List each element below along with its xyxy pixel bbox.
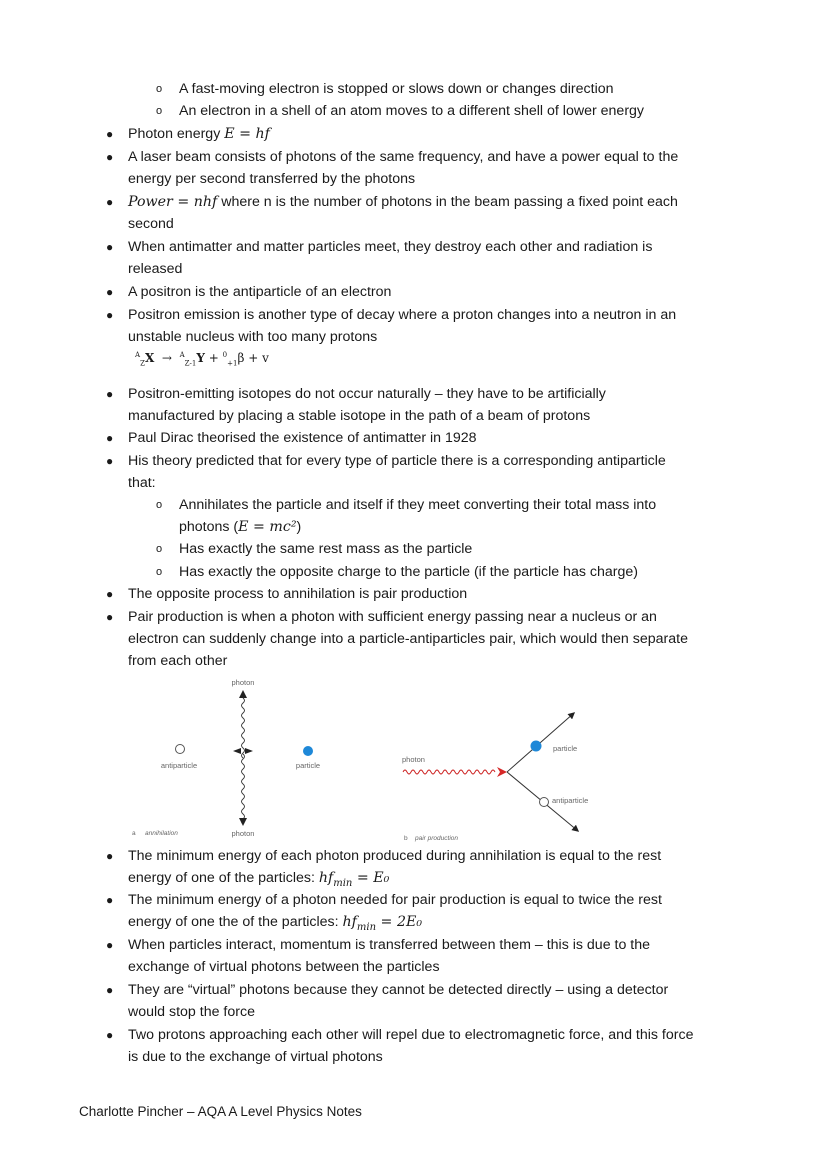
particle-label: particle [295, 761, 321, 770]
mass-number: A [179, 351, 185, 359]
sub-bullet-marker: o [156, 105, 163, 117]
bullet-text-cont: would stop the force [128, 1004, 255, 1020]
sub-bullet-text: An electron in a shell of an atom moves to a different shell of lower energy [179, 103, 645, 119]
photon-label-bottom: photon [231, 829, 255, 838]
bullet-text: Pair production is when a photon with sufficient energy passing near a nucleus or an [128, 609, 657, 625]
antiparticle-circle-b [540, 798, 549, 807]
caption-a: annihilation [145, 830, 178, 837]
sub-bullet-text: Has exactly the same rest mass as the particle [179, 541, 473, 557]
photon-arrowhead-down [239, 818, 247, 826]
bullet-text: The opposite process to annihilation is pair production [128, 586, 468, 602]
sub-bullet-text: Has exactly the opposite charge to the particle (if the particle has charge) [179, 564, 638, 580]
collision-arrow-left [233, 748, 241, 754]
bullet-text [128, 193, 678, 211]
formula: E = hf [224, 126, 270, 142]
atomic-number: Z [140, 359, 145, 368]
atomic-number: Z-1 [184, 359, 197, 368]
plus-sign: + [208, 351, 219, 365]
bullet-text-cont: unstable nucleus with too many protons [128, 329, 378, 345]
bullet-marker: ● [106, 431, 114, 445]
bullet-text-cont: that: [128, 475, 156, 491]
bullet-marker: ● [106, 285, 114, 299]
positron-symbol: β [237, 351, 245, 365]
text-run: photons ( [179, 519, 239, 535]
particle-track [507, 713, 574, 772]
text-run: energy of one the of the particles: [128, 914, 343, 930]
bullet-text: Positron-emitting isotopes do not occur naturally – they have to be artificially [128, 386, 606, 402]
sub-bullet-text: Annihilates the particle and itself if they meet converting their total mass into [179, 497, 657, 513]
collision-arrow-right [245, 748, 253, 754]
bullet-text: His theory predicted that for every type of particle there is a corresponding antiparticle [128, 453, 666, 469]
bullet-marker: ● [106, 127, 114, 141]
bullet-text-cont: manufactured by placing a stable isotope in the path of a beam of protons [128, 408, 591, 424]
bullet-text: When antimatter and matter particles meet, they destroy each other and radiation is [128, 239, 653, 255]
antiparticle-label-b: antiparticle [552, 796, 589, 805]
photon-wave-b [403, 770, 495, 774]
sub-bullet-marker: o [156, 83, 163, 95]
caption-b-letter: b [404, 835, 408, 842]
bullet-text: The minimum energy of a photon needed for pair production is equal to twice the rest [128, 892, 662, 908]
annihilation-pair-production-figure [120, 676, 720, 844]
text-run: Photon energy [128, 126, 225, 142]
bullet-marker: ● [106, 1028, 114, 1042]
sub-bullet-marker: o [156, 499, 163, 511]
parent-nucleus: X [144, 351, 155, 365]
bullet-marker: ● [106, 150, 114, 164]
formula: E = mc² [238, 519, 297, 535]
bullet-text: The minimum energy of each photon produced during annihilation is equal to the rest [128, 848, 662, 864]
text-run: where n is the number of photons in the beam passing a fixed point each [217, 194, 678, 210]
photon-wave-down [242, 754, 245, 824]
photon-label-b: photon [402, 755, 425, 764]
bullet-text: They are “virtual” photons because they cannot be detected directly – using a detector [128, 982, 669, 998]
bullet-text-cont: electron can suddenly change into a particle-antiparticles pair, which would then separate [128, 631, 688, 647]
bullet-marker: ● [106, 938, 114, 952]
antiparticle-circle [176, 745, 185, 754]
photon-arrowhead-up [239, 690, 247, 698]
bullet-marker: ● [106, 387, 114, 401]
plus-sign: + [248, 351, 259, 365]
bullet-text-cont: released [128, 261, 183, 277]
bullet-text: Paul Dirac theorised the existence of antimatter in 1928 [128, 430, 477, 446]
bullet-text: Two protons approaching each other will repel due to electromagnetic force, and this force [128, 1027, 694, 1043]
charge-number: +1 [227, 359, 238, 368]
bullet-text: When particles interact, momentum is transferred between them – this is due to the [128, 937, 651, 953]
sub-bullet-text: A fast-moving electron is stopped or slows down or changes direction [179, 81, 614, 97]
formula-subscript: min [356, 921, 377, 933]
bullet-marker: ● [106, 195, 114, 209]
caption-a-letter: a [132, 830, 136, 837]
bullet-marker: ● [106, 240, 114, 254]
particle-label-b: particle [553, 744, 578, 753]
formula-subscript: min [333, 877, 353, 889]
sub-bullet-marker: o [156, 566, 163, 578]
bullet-text: A positron is the antiparticle of an electron [128, 284, 392, 300]
daughter-nucleus: Y [196, 351, 205, 365]
bullet-marker: ● [106, 587, 114, 601]
bullet-text-cont: energy per second transferred by the photons [128, 171, 416, 187]
particle-circle-b [531, 741, 542, 752]
photon-arrowhead-b [497, 767, 507, 777]
formula: = 2E₀ [376, 914, 423, 930]
bullet-text-cont: is due to the exchange of virtual photons [128, 1049, 383, 1065]
arrow-icon: → [161, 351, 172, 365]
bullet-marker: ● [106, 849, 114, 863]
formula: hf [342, 914, 357, 930]
text-run: ) [296, 519, 302, 535]
bullet-marker: ● [106, 610, 114, 624]
bullet-marker: ● [106, 454, 114, 468]
sub-bullet-marker: o [156, 543, 163, 555]
bullet-text [128, 125, 270, 143]
sub-bullet-text-cont [179, 518, 301, 536]
antiparticle-label: antiparticle [160, 761, 198, 770]
formula: = E₀ [352, 870, 390, 886]
formula: Power = nhf [128, 194, 218, 210]
formula: hf [318, 870, 334, 886]
particle-circle [303, 746, 313, 756]
mass-number: 0 [222, 351, 228, 359]
bullet-text-cont: from each other [128, 653, 228, 669]
photon-label-top: photon [231, 678, 255, 687]
bullet-marker: ● [106, 893, 114, 907]
positron-decay-equation [135, 351, 269, 367]
bullet-text-cont [128, 869, 389, 893]
bullet-text-cont: exchange of virtual photons between the particles [128, 959, 440, 975]
bullet-text: Positron emission is another type of decay where a proton changes into a neutron in an [128, 307, 677, 323]
photon-wave-up [242, 698, 245, 758]
page-footer: Charlotte Pincher – AQA A Level Physics Notes [79, 1104, 362, 1119]
bullet-text: A laser beam consists of photons of the same frequency, and have a power equal to the [128, 149, 679, 165]
caption-b: pair production [415, 835, 458, 842]
text-run: energy of one of the particles: [128, 870, 319, 886]
bullet-marker: ● [106, 983, 114, 997]
neutrino-symbol: v [262, 351, 269, 365]
bullet-marker: ● [106, 308, 114, 322]
bullet-text-cont: second [128, 216, 174, 232]
mass-number: A [135, 351, 141, 359]
bullet-text-cont [128, 913, 422, 937]
